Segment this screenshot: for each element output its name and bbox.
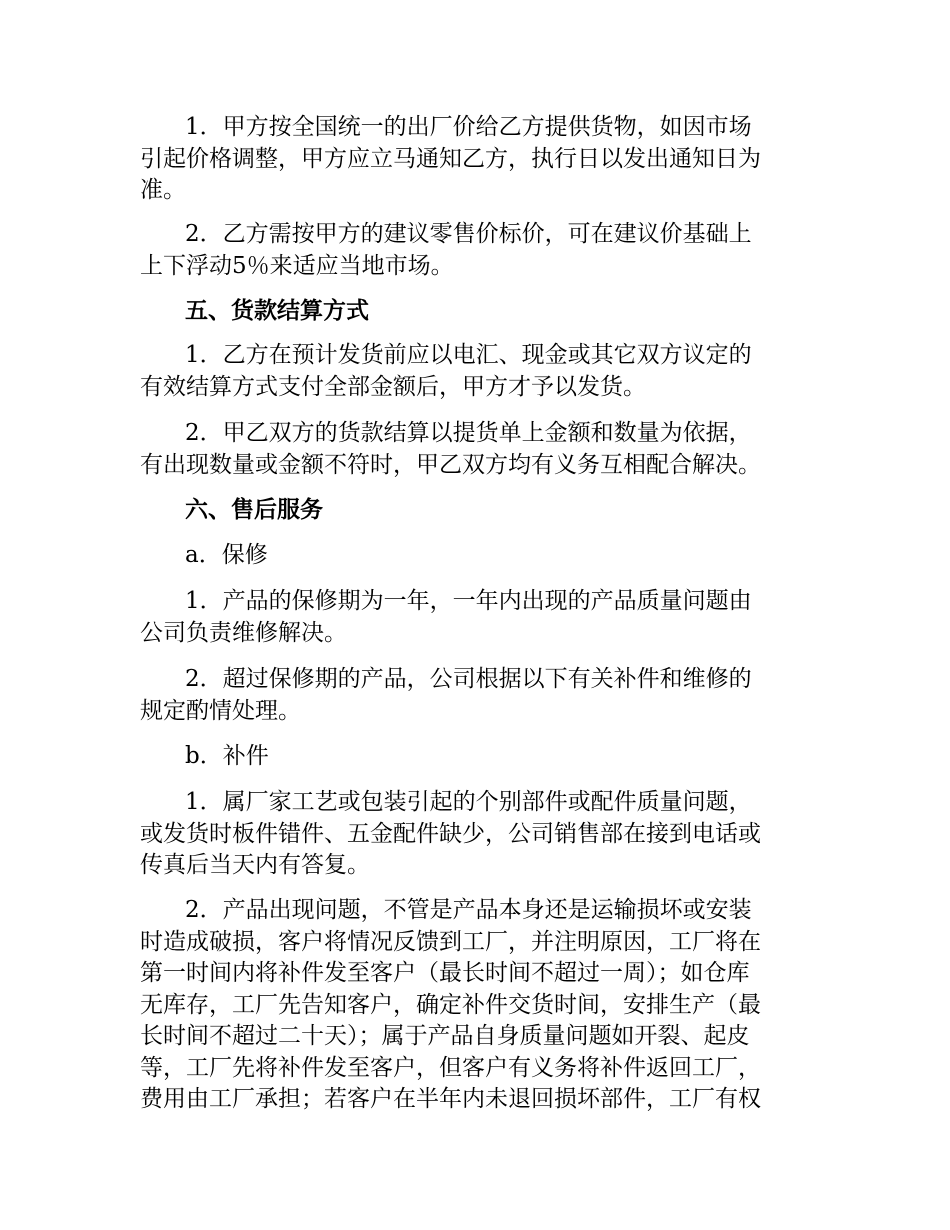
paragraph-line: 1．乙方在预计发货前应以电汇、现金或其它双方议定的: [185, 342, 752, 368]
paragraph-line: 1．属厂家工艺或包装引起的个别部件或配件质量问题，: [185, 789, 752, 815]
subheading-text: b．补件: [185, 743, 269, 769]
paragraph-line: 1．甲方按全国统一的出厂价给乙方提供货物，如因市场: [185, 114, 752, 140]
paragraph-line: 等，工厂先将补件发至客户，但客户有义务将补件返回工厂，: [140, 1054, 761, 1081]
subheading-warranty: [140, 540, 812, 572]
paragraph-line: 公司负责维修解决。: [140, 619, 347, 646]
paragraph-line: 传真后当天内有答复。: [140, 852, 370, 878]
paragraph-line: 时造成破损，客户将情况反馈到工厂，并注明原因，工厂将在: [140, 928, 761, 955]
paragraph-line: 2．乙方需按甲方的建议零售价标价，可在建议价基础上: [185, 221, 752, 247]
paragraph-line: 规定酌情处理。: [140, 697, 301, 724]
paragraph-line: 费用由工厂承担；若客户在半年内未退回损坏部件，工厂有权: [140, 1086, 761, 1112]
paragraph-factory-defects: [140, 787, 812, 882]
paragraph-line: 准。: [140, 177, 186, 203]
section-heading-text: 六、售后服务: [185, 496, 323, 523]
paragraph-line: 2．超过保修期的产品，公司根据以下有关补件和维修的: [185, 666, 752, 692]
paragraph-warranty-period: [140, 586, 812, 649]
paragraph-out-of-warranty: [140, 664, 812, 727]
paragraph-line: 有效结算方式支付全部金额后，甲方才予以发货。: [140, 373, 646, 400]
paragraph-line: 上下浮动5％来适应当地市场。: [140, 252, 454, 279]
paragraph-line: 1．产品的保修期为一年，一年内出现的产品质量问题由: [185, 588, 752, 614]
paragraph-payment-before-shipping: [140, 340, 812, 403]
paragraph-line: 引起价格调整，甲方应立马通知乙方，执行日以发出通知日为: [140, 145, 761, 172]
section-heading-payment: [140, 295, 812, 327]
paragraph-line: 长时间不超过二十天）；属于产品自身质量问题如开裂、起皮: [140, 1023, 750, 1049]
paragraph-line: 2．甲乙双方的货款结算以提货单上金额和数量为依据，: [185, 420, 752, 446]
paragraph-product-problems: [140, 895, 812, 1116]
subheading-text: a．保修: [185, 542, 268, 568]
paragraph-line: 有出现数量或金额不符时，甲乙双方均有义务互相配合解决。: [140, 451, 761, 478]
paragraph-retail-price: [140, 219, 812, 282]
section-heading-text: 五、货款结算方式: [185, 297, 369, 324]
paragraph-line: 或发货时板件错件、五金配件缺少，公司销售部在接到电话或: [140, 820, 761, 847]
paragraph-line: 2．产品出现问题，不管是产品本身还是运输损坏或安装: [185, 897, 752, 923]
section-heading-after-sales: [140, 494, 812, 526]
subheading-replacement-parts: [140, 741, 812, 773]
paragraph-pricing-adjustment: [140, 112, 812, 207]
paragraph-line: 第一时间内将补件发至客户（最长时间不超过一周）；如仓库: [140, 960, 750, 986]
paragraph-line: 无库存，工厂先告知客户，确定补件交货时间，安排生产（最: [140, 991, 761, 1018]
paragraph-settlement-basis: [140, 418, 812, 481]
